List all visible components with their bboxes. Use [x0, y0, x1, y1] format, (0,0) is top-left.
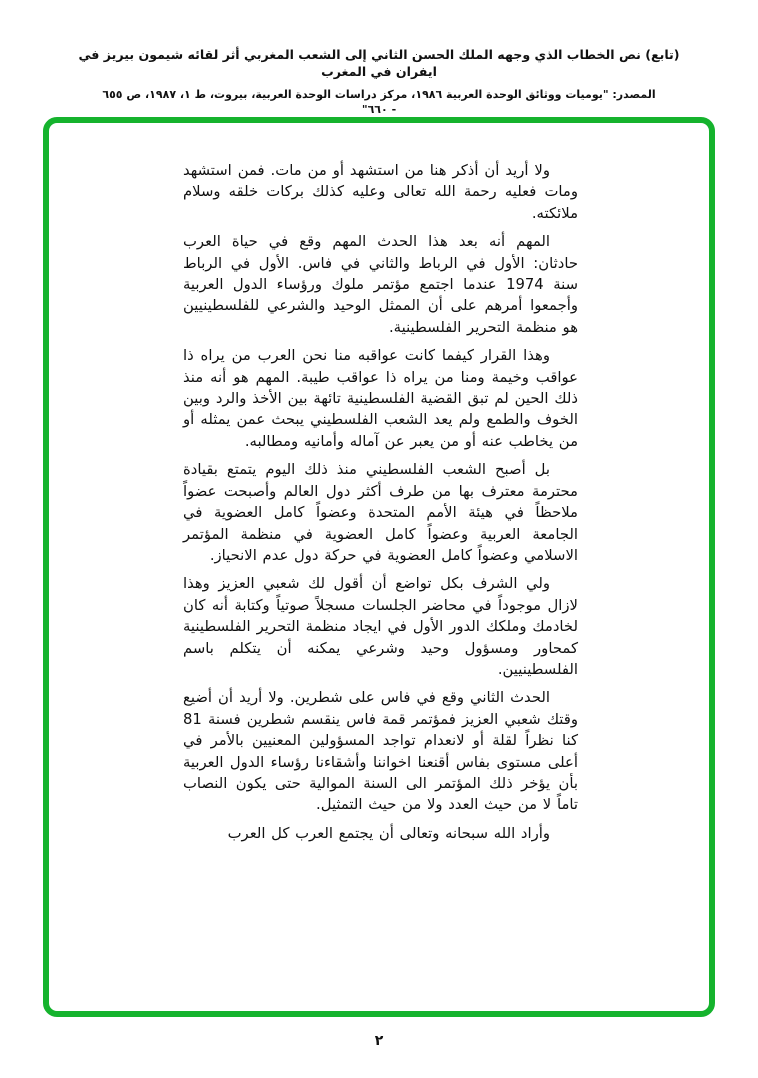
paragraph-1: ولا أريد أن أذكر هنا من استشهد أو من مات. فمن استشهد ومات فعليه رحمة الله تعالى وعليه كذلك بركات خلقه وسلام ملائكته. [183, 162, 578, 222]
document-title: (تابع) نص الخطاب الذي وجهه الملك الحسن الثاني إلى الشعب المغربي أثر لقائه شيمون بيريز في ايفران في المغرب [78, 47, 680, 79]
page-number: ٢ [374, 1033, 384, 1049]
paragraph-5: ولي الشرف بكل تواضع أن أقول لك شعبي العزيز وهذا لازال موجوداً في محاضر الجلسات مسجلاً صوتياً وكتابة أنه كان لخادمك وملكك الدور الأول في ايجاد منظمة التحرير الفلسطينية كمحاور ومسؤول وحيد وشرعي يمكنه أن يتكلم باسم الفلسطينيين. [183, 575, 578, 678]
paragraph-6: الحدث الثاني وقع في فاس على شطرين. ولا أريد أن أضيع وقتك شعبي العزيز فمؤتمر قمة فاس ينقسم شطرين فسنة 81 كنا نظراً لقلة أو لانعدام تواجد المسؤولين المعنيين بالأمر في أعلى مستوى بفاس أقنعنا اخواننا وأشقاءنا رؤساء الدول العربية بأن يؤخر ذلك المؤتمر الى السنة الموالية حتى يكون النصاب تاماً لا من حيث العدد ولا من حيث التمثيل. [183, 689, 578, 814]
paragraph-2: المهم أنه بعد هذا الحدث المهم وقع في حياة العرب حادثان: الأول في الرباط والثاني في فاس. الأول في الرباط سنة 1974 عندما اجتمع مؤتمر ملوك ورؤساء الدول العربية وأجمعوا أمرهم على أن الممثل الوحيد والشرعي للفلسطينيين هو منظمة التحرير الفلسطينية. [183, 233, 579, 336]
speech-text-column [183, 160, 578, 851]
paragraph-7: وأراد الله سبحانه وتعالى أن يجتمع العرب كل العرب [227, 824, 550, 842]
paragraph-3: وهذا القرار كيفما كانت عواقبه منا نحن العرب من يراه ذا عواقب وخيمة ومنا من يراه ذا عواقب طيبة. المهم هو أنه منذ ذلك الحين لم تبق القضية الفلسطينية تائهة بين الأخذ والرد وبين الخوف والطمع ولم يعد الشعب الفلسطيني يبحث عمن يمثله أو من يخاطب عنه أو من يعبر عن آماله وأمانيه ومطالبه. [183, 347, 578, 450]
page-header [0, 46, 758, 117]
document-source-citation: المصدر: "يوميات ووثائق الوحدة العربية ١٩٨٦، مركز دراسات الوحدة العربية، بيروت، ط ١، ١٩٨٧، ص ٦٥٥ - ٦٦٠" [102, 88, 656, 116]
paragraph-4: بل أصبح الشعب الفلسطيني منذ ذلك اليوم يتمتع بقيادة محترمة معترف بها من طرف أكثر دول العالم وأصبحت عضواً ملاحظاً في هيئة الأمم المتحدة وعضواً كامل العضوية في الجامعة العربية وعضواً كامل العضوية في منظمة المؤتمر الاسلامي وعضواً كامل العضوية في حركة دول عدم الانحياز. [183, 461, 578, 564]
